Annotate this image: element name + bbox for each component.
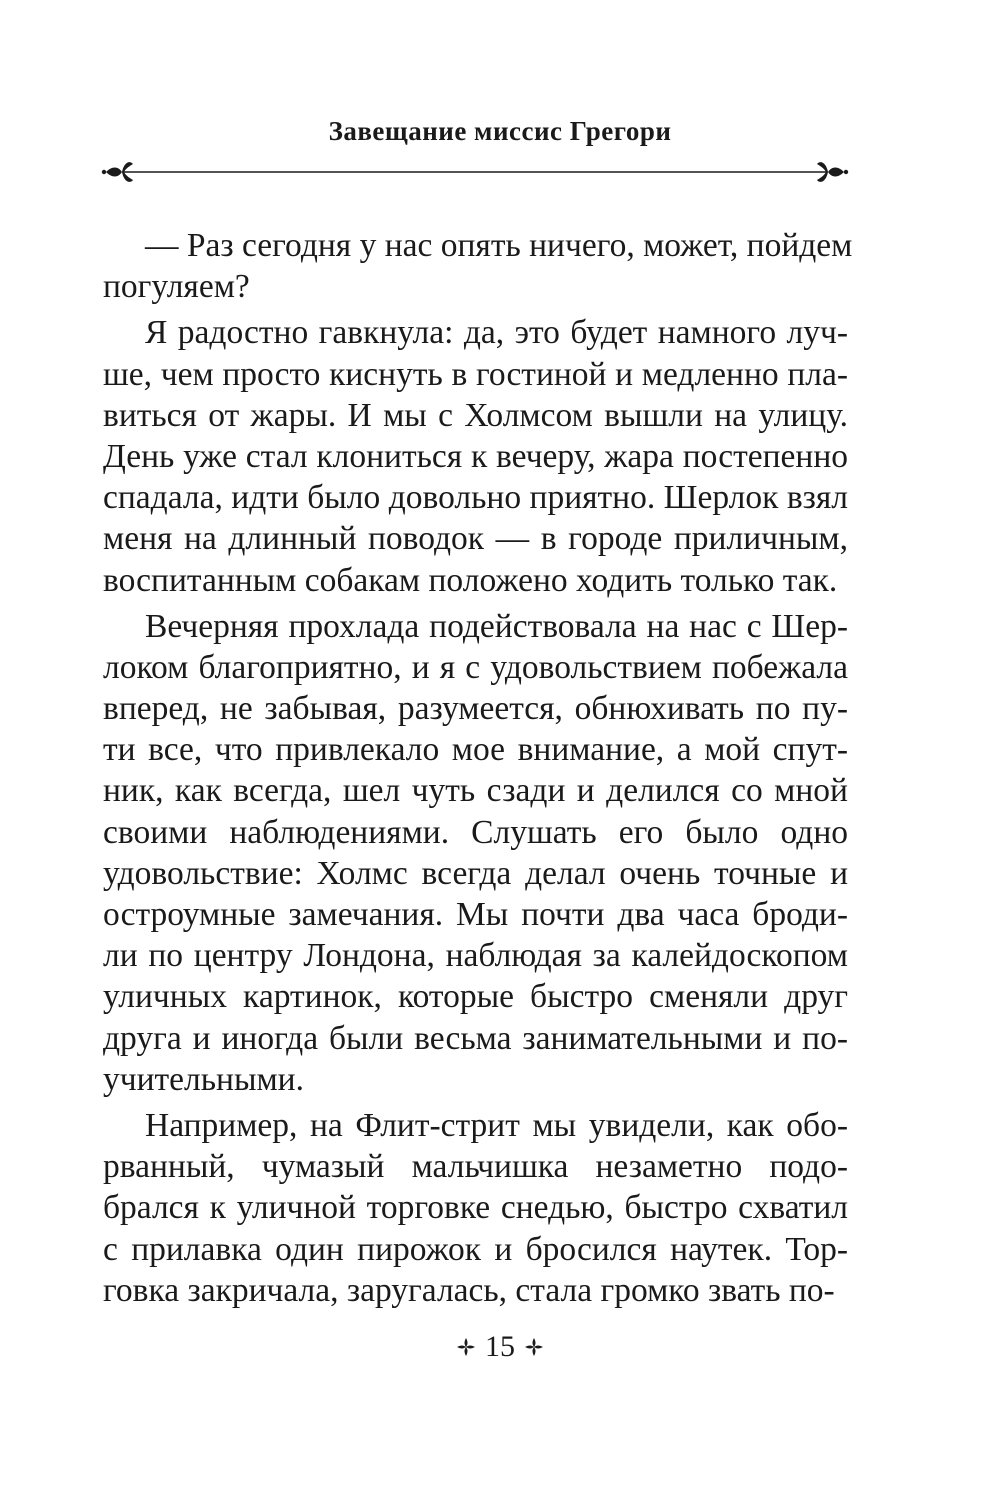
fleuron-left-icon bbox=[455, 1336, 477, 1358]
text-line: удовольствие: Холмс всегда делал очень точные и bbox=[103, 854, 848, 892]
text-line: ти все, что привлекало мое внимание, а мой спут- bbox=[103, 731, 848, 769]
text-line: ше, чем просто киснуть в гостиной и медленно пла- bbox=[103, 355, 848, 393]
text-line: вперед, не забывая, разумеется, обнюхивать по пу- bbox=[103, 690, 848, 728]
paragraph bbox=[103, 606, 848, 1100]
text-line: брался к уличной торговке снедью, быстро схватил bbox=[103, 1189, 848, 1227]
text-line: своими наблюдениями. Слушать его было одно bbox=[103, 813, 848, 851]
text-line: локом благоприятно, и я с удовольствием побежала bbox=[103, 648, 848, 686]
text-line: Я радостно гавкнула: да, это будет намного луч- bbox=[145, 314, 848, 352]
text-line: ли по центру Лондона, наблюдая за калейдоскопом bbox=[103, 937, 848, 975]
text-line: Например, на Флит-стрит мы увидели, как обо- bbox=[145, 1106, 848, 1144]
text-line: говка закричала, заругалась, стала громко звать по- bbox=[103, 1271, 835, 1309]
fleuron-rule-icon bbox=[100, 152, 850, 192]
paragraph bbox=[103, 225, 853, 307]
fleuron-right-icon bbox=[523, 1336, 545, 1358]
text-line: День уже стал клониться к вечеру, жара постепенно bbox=[103, 437, 848, 475]
paragraph bbox=[103, 1105, 848, 1311]
text-line: воспитанным собакам положено ходить только так. bbox=[103, 561, 838, 599]
text-line: Вечерняя прохлада подействовала на нас с Шер- bbox=[145, 607, 848, 645]
text-line: — Раз сегодня у нас опять ничего, может, пойдем bbox=[145, 227, 853, 264]
text-line: рванный, чумазый мальчишка незаметно подо- bbox=[103, 1148, 848, 1186]
text-line: учительными. bbox=[103, 1060, 304, 1098]
body-text bbox=[103, 225, 853, 1311]
text-line: с прилавка один пирожок и бросился наутек. Тор- bbox=[103, 1230, 848, 1268]
text-line: меня на длинный поводок — в городе приличным, bbox=[103, 520, 848, 558]
text-line: ник, как всегда, шел чуть сзади и делился со мной bbox=[103, 772, 848, 810]
running-title: Завещание миссис Грегори bbox=[328, 116, 672, 146]
text-line: погуляем? bbox=[103, 268, 250, 306]
text-line: виться от жары. И мы с Холмсом вышли на улицу. bbox=[103, 396, 848, 434]
page-footer bbox=[0, 1330, 1000, 1366]
text-line: уличных картинок, которые быстро сменяли друг bbox=[103, 978, 848, 1016]
text-line: остроумные замечания. Мы почти два часа броди- bbox=[103, 896, 848, 933]
text-line: спадала, идти было довольно приятно. Шерлок взял bbox=[103, 479, 848, 517]
page-number: 15 bbox=[485, 1330, 515, 1363]
text-line: друга и иногда были весьма занимательными и по- bbox=[103, 1019, 848, 1057]
paragraph bbox=[103, 312, 848, 600]
